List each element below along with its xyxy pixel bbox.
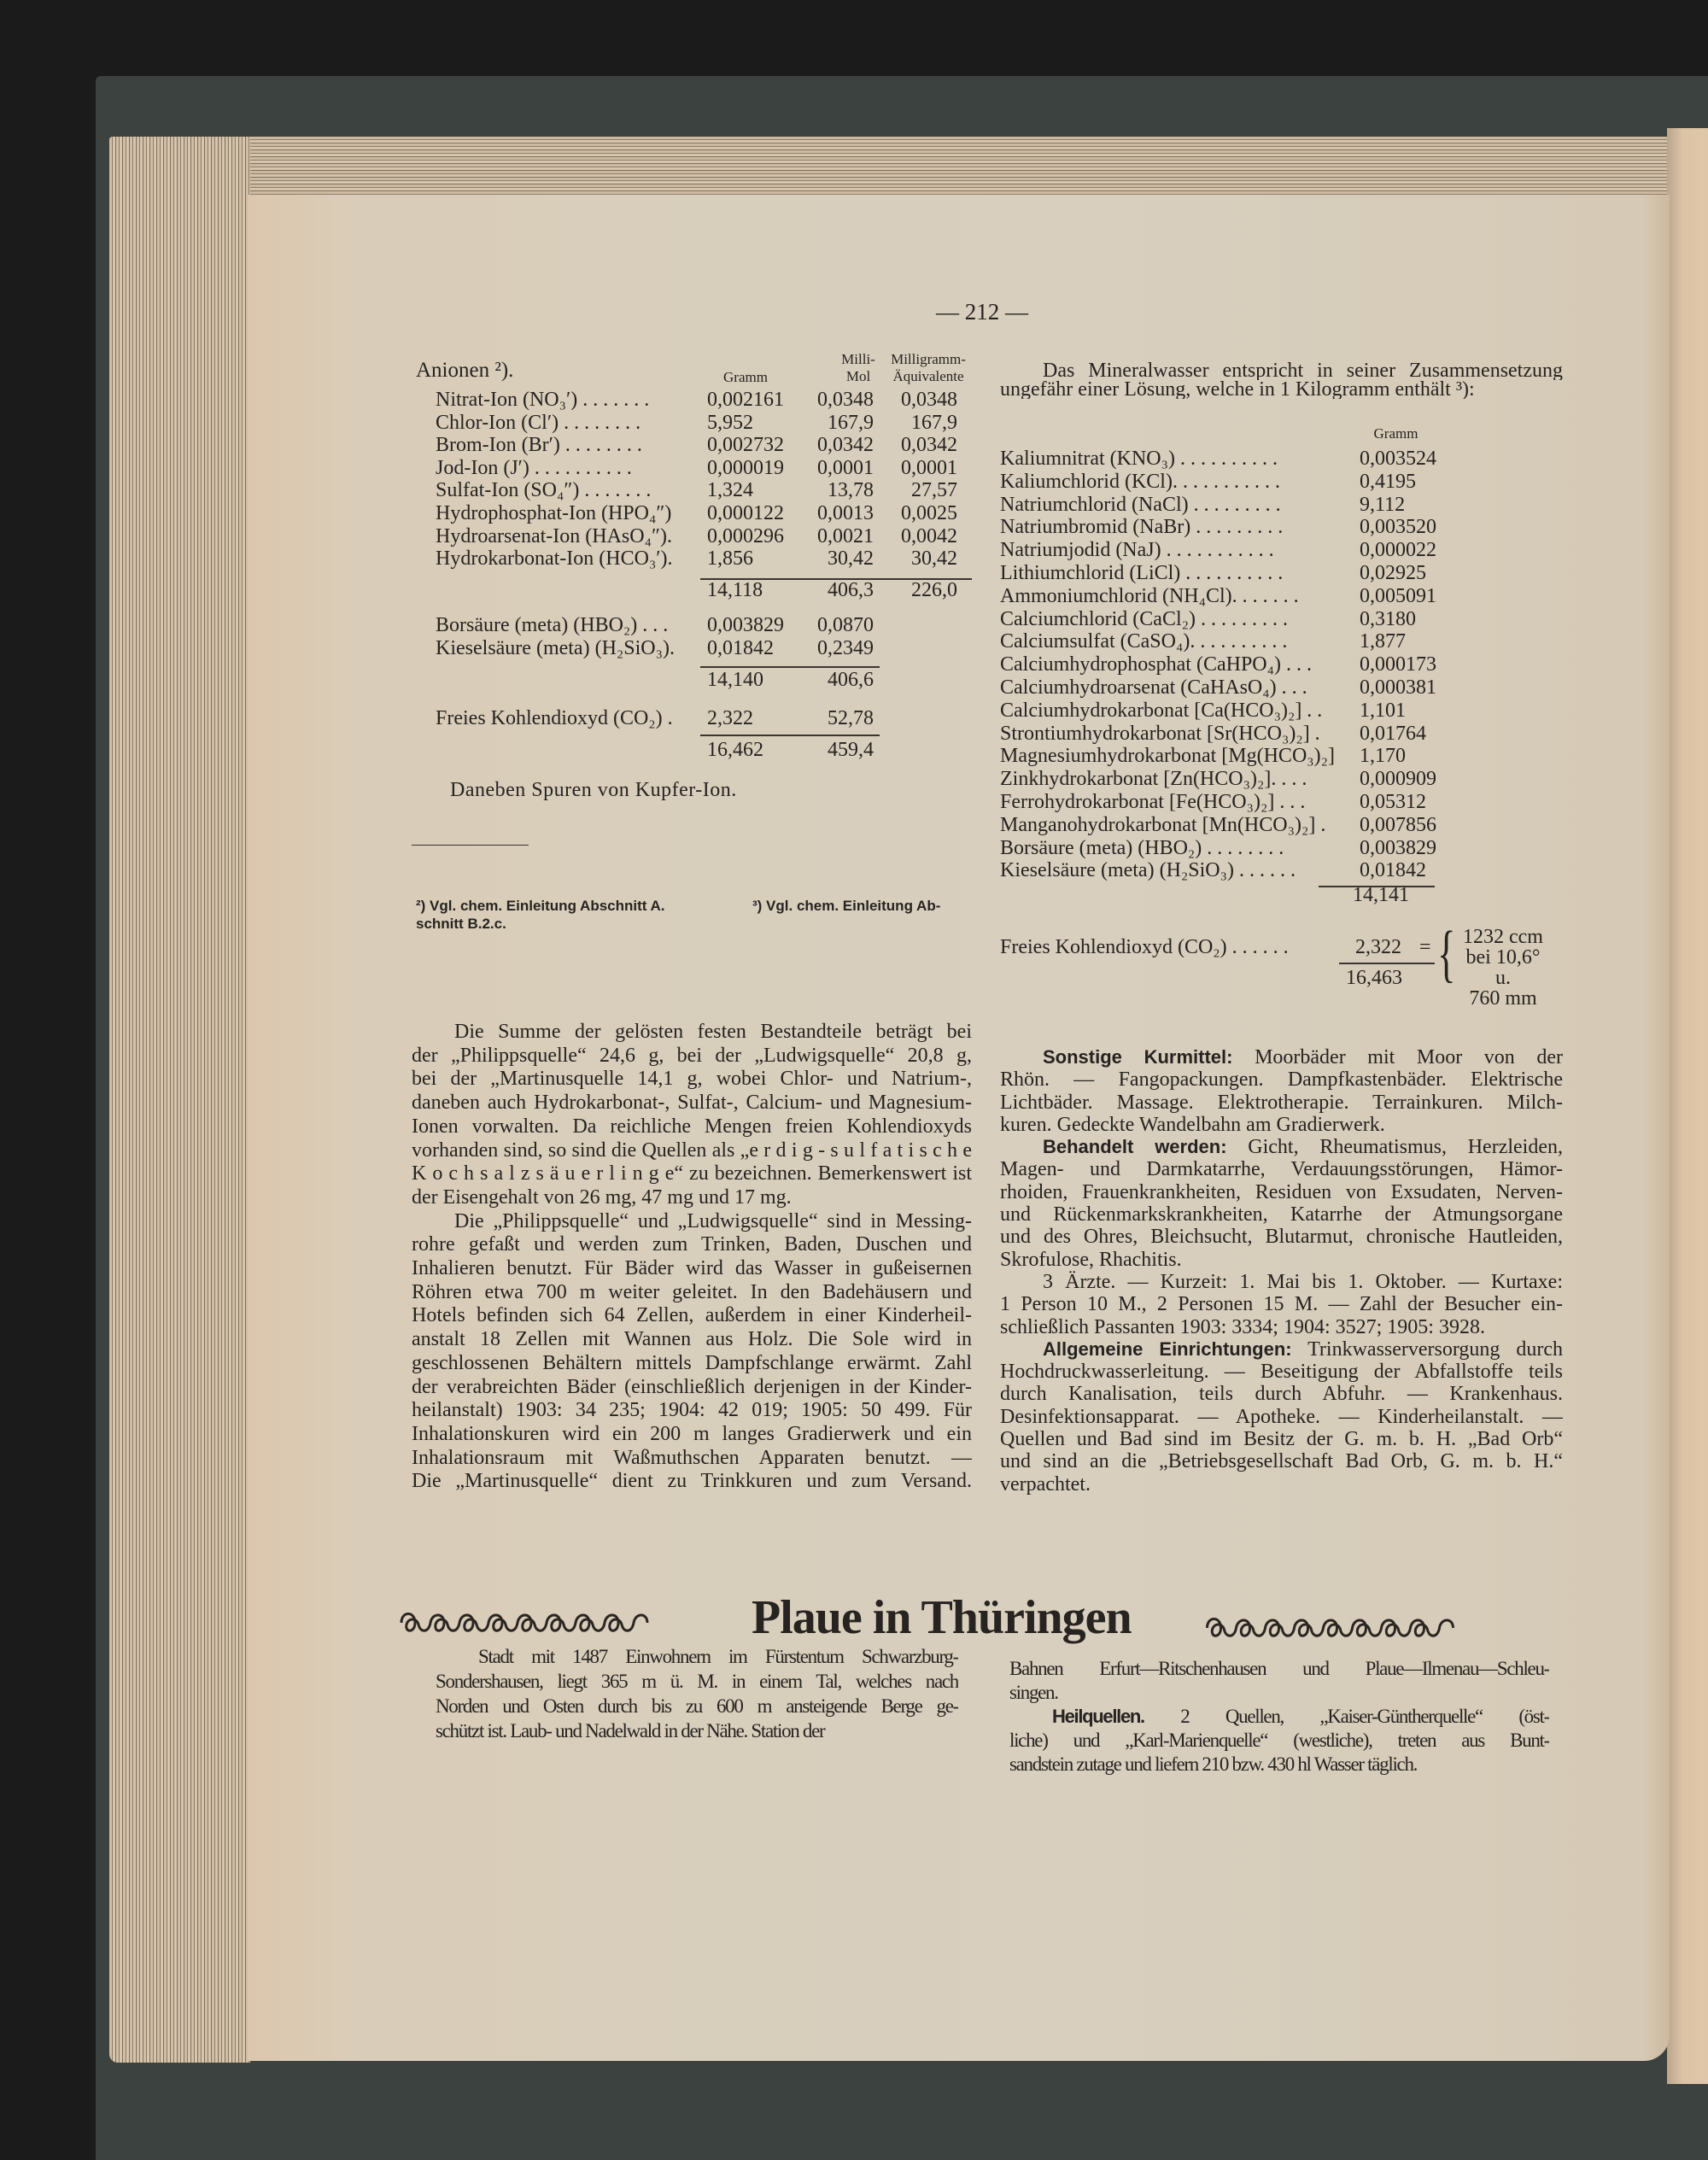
text-line	[1009, 1657, 1549, 1681]
cell-name: Nitrat-Ion (NO₃′) . . . . . . .	[436, 389, 650, 411]
text-line	[1000, 1068, 1563, 1091]
table-row	[1000, 539, 1478, 562]
line-text: 1 Person 10 M., 2 Personen 15 M. — Zahl der Besucher ein-	[1000, 1293, 1563, 1316]
table-row	[436, 389, 957, 412]
text-line	[1000, 1203, 1563, 1226]
table-row	[436, 457, 957, 480]
section-right-text	[1009, 1657, 1549, 1777]
text-line	[1000, 1361, 1563, 1383]
anionen-table	[436, 389, 957, 571]
table-row	[1000, 562, 1478, 585]
line-text: Röhren etwa 700 m weiter geleitet. In den Badehäusern und	[412, 1280, 972, 1303]
line-text: durch Kanalisation, teils durch Abfuhr. — Krankenhaus.	[1000, 1383, 1563, 1406]
text-line	[412, 1281, 972, 1305]
text-line	[1000, 1092, 1563, 1114]
line-text: Die „Philippsquelle“ und „Ludwigsquelle“ sind in Messing-	[454, 1209, 972, 1232]
line-text: Das Mineralwasser entspricht in seiner Zusammensetzung	[1043, 361, 1563, 380]
line-text: Ionen vorwalten. Da reichliche Mengen freien Kohlendioxyds	[412, 1115, 972, 1138]
table-row	[1000, 471, 1478, 494]
text-line	[1000, 1428, 1563, 1450]
row-millimol: 52,78	[828, 707, 874, 729]
cell-gramm: 1,101	[1360, 699, 1406, 722]
sum-rule	[700, 666, 880, 668]
solution-co2-row	[1000, 936, 1401, 959]
footnote-3-continued: schnitt B.2.c.	[416, 916, 506, 932]
solution-sum: 14,141	[1353, 884, 1409, 906]
cell-gramm: 0,01764	[1360, 722, 1426, 745]
text-line	[1000, 1158, 1563, 1180]
solution-total: 16,463	[1346, 967, 1402, 989]
bold-lead-in: Allgemeine Einrichtungen:	[1043, 1338, 1292, 1360]
header-gramm: Gramm	[1373, 425, 1418, 442]
cell-name: Chlor-Ion (Cl′) . . . . . . . .	[436, 411, 641, 434]
cell-name: Calciumsulfat (CaSO₄). . . . . . . . . .	[1000, 630, 1288, 653]
text-line	[1000, 1316, 1563, 1338]
cell-name: Borsäure (meta) (HBO₂) . . .	[436, 614, 669, 636]
acids-table	[436, 614, 874, 659]
text-line	[412, 1162, 972, 1186]
cell-m: 0,0348	[817, 389, 874, 411]
line-text: vorhanden sind, so sind die Quellen als „e r d i g - s u l f a t i s c h e	[412, 1139, 972, 1162]
line-text: bei der „Martinusquelle 14,1 g, wobei Chlor- und Natrium-,	[412, 1068, 972, 1091]
cell-gramm: 0,000022	[1360, 539, 1436, 562]
cell-m: 167,9	[828, 411, 874, 434]
cell-name: Zinkhydrokarbonat [Zn(HCO₃)₂]. . . .	[1000, 768, 1307, 791]
line-text: 2 Quellen, „Kaiser-Güntherquelle“ (öst-	[1144, 1706, 1549, 1727]
cell-name: Manganohydrokarbonat [Mn(HCO₃)₂] .	[1000, 813, 1326, 836]
line-text: sandstein zutage und liefern 210 bzw. 430 hl Wasser täglich.	[1009, 1753, 1418, 1775]
line-text: schließlich Passanten 1903: 3334; 1904: 3527; 1905: 3928.	[1000, 1315, 1485, 1338]
line-text: Hotels befinden sich 64 Zellen, außerdem in einer Kinderheil-	[412, 1304, 972, 1327]
bold-lead-in: Heilquellen.	[1052, 1706, 1144, 1727]
right-body-text	[1000, 1046, 1563, 1496]
text-line	[412, 1376, 972, 1400]
cell-g: 0,000122	[707, 501, 784, 524]
line-text: rohre gefaßt und werden zum Trinken, Baden, Duschen und	[412, 1233, 972, 1256]
cell-m: 13,78	[828, 479, 874, 502]
cell-a: 27,57	[911, 479, 957, 502]
cell-gramm: 0,01842	[1360, 859, 1426, 882]
cell-gramm: 0,02925	[1360, 561, 1426, 584]
cell-g: 0,01842	[707, 636, 774, 659]
cell-a: 0,0001	[901, 456, 957, 479]
cell-m: 0,0021	[817, 524, 874, 547]
page-number: — 212 —	[936, 299, 1028, 325]
text-line	[412, 1210, 972, 1234]
cell-name: Ferrohydrokarbonat [Fe(HCO₃)₂] . . .	[1000, 790, 1306, 813]
text-line	[1000, 1271, 1563, 1293]
header-millimol: Milli- Mol	[841, 351, 875, 384]
text-line	[412, 1068, 972, 1092]
cell-gramm: 1,170	[1360, 745, 1406, 768]
line-text: singen.	[1009, 1682, 1058, 1703]
row-name: Freies Kohlendioxyd (CO₂) .	[436, 707, 673, 729]
acids-sum-row	[436, 669, 874, 692]
line-text: Quellen und Bad sind im Besitz der G. m. b. H. „Bad Orb“	[1000, 1428, 1563, 1451]
text-line	[1000, 1226, 1563, 1248]
table-row	[1000, 768, 1478, 791]
sum-aequivalente: 226,0	[911, 579, 957, 601]
line-text: schützt ist. Laub- und Nadelwald in der Nähe. Station der	[436, 1720, 825, 1741]
table-row	[436, 637, 874, 660]
anionen-sum-row	[436, 579, 957, 602]
cell-name: Calciumchlorid (CaCl₂) . . . . . . . . .	[1000, 607, 1288, 630]
text-line	[1000, 1383, 1563, 1405]
cell-m: 0,0870	[817, 614, 874, 636]
line-text: Hochdruckwasserleitung. — Beseitigung der Abfallstoffe teils	[1000, 1361, 1563, 1384]
cell-m: 0,0001	[817, 456, 874, 479]
left-body-text	[412, 1021, 972, 1494]
cell-name: Kaliumchlorid (KCl). . . . . . . . . . .	[1000, 470, 1280, 493]
text-line	[412, 1233, 972, 1257]
table-row	[436, 479, 957, 502]
table-row	[1000, 630, 1478, 653]
line-text: geschlossenen Behältern mittels Dampfschlange erwärmt. Zahl	[412, 1351, 972, 1374]
text-line	[1000, 1450, 1563, 1472]
cell-name: Lithiumchlorid (LiCl) . . . . . . . . . .	[1000, 561, 1284, 584]
line-text: 3 Ärzte. — Kurzeit: 1. Mai bis 1. Oktober. — Kurtaxe:	[1043, 1270, 1563, 1293]
line-text: anstalt 18 Zellen mit Wannen aus Holz. Die Sole wird in	[412, 1328, 972, 1351]
line-text: Skrofulose, Rhachitis.	[1000, 1248, 1182, 1271]
text-line	[1009, 1753, 1549, 1777]
text-line	[1000, 1046, 1563, 1068]
sum-millimol: 459,4	[828, 739, 874, 761]
cell-name: Hydrokarbonat-Ion (HCO₃′).	[436, 547, 673, 571]
table-row	[1000, 676, 1478, 700]
line-text: Moorbäder mit Moor von der	[1232, 1046, 1563, 1068]
cell-name: Kieselsäure (meta) (H₂SiO₃).	[436, 636, 675, 659]
cell-gramm: 1,877	[1360, 630, 1406, 653]
table-row	[436, 502, 957, 525]
cell-name: Ammoniumchlorid (NH₄Cl). . . . . . .	[1000, 584, 1299, 607]
footnote-3: ³) Vgl. chem. Einleitung Ab-	[752, 898, 941, 914]
cell-m: 30,42	[828, 547, 874, 571]
header-gramm: Gramm	[723, 369, 768, 385]
line-text: Inhalationsraum mit Waßmuthschen Apparaten benutzt. —	[412, 1446, 972, 1469]
cell-name: Brom-Ion (Br′) . . . . . . . .	[436, 434, 642, 457]
line-text: heilanstalt) 1903: 34 235; 1904: 42 019; 1905: 50 499. Für	[412, 1399, 972, 1422]
table-row	[1000, 653, 1478, 676]
sum-gramm: 14,140	[707, 669, 763, 691]
cell-g: 1,856	[707, 547, 753, 571]
trace-note: Daneben Spuren von Kupfer-Ion.	[450, 779, 737, 801]
text-line	[412, 1045, 972, 1068]
page-stack-top-edge	[109, 137, 1708, 198]
text-line	[436, 1694, 958, 1718]
cell-gramm: 0,003524	[1360, 448, 1436, 470]
sum-rule	[1339, 963, 1435, 964]
cell-gramm: 0,05312	[1360, 790, 1426, 813]
text-line	[436, 1669, 958, 1694]
text-line	[1000, 1338, 1563, 1361]
cell-gramm: 0,3180	[1360, 607, 1416, 630]
cell-gramm: 0,4195	[1360, 470, 1416, 493]
table-row	[436, 412, 957, 435]
header-aequivalente: Milligramm- Äquivalente	[891, 351, 966, 384]
line-text: Magen- und Darmkatarrhe, Verdauungsstörungen, Hämor-	[1000, 1158, 1563, 1181]
text-line	[1000, 1249, 1563, 1271]
table-row	[1000, 585, 1478, 608]
line-text: rhoiden, Frauenkrankheiten, Residuen von Exsudaten, Nerven-	[1000, 1180, 1563, 1203]
text-line	[1000, 1114, 1563, 1136]
table-row	[436, 547, 957, 571]
text-line	[412, 1139, 972, 1163]
facing-page-edge	[1667, 128, 1708, 2084]
bold-lead-in: Behandelt werden:	[1043, 1136, 1227, 1158]
cell-name: Calciumhydrophosphat (CaHPO₄) . . .	[1000, 653, 1312, 676]
line-text: daneben auch Hydrokarbonat-, Sulfat-, Calcium- und Magnesium-	[412, 1092, 972, 1115]
cell-a: 167,9	[911, 411, 957, 434]
line-text: Desinfektionsapparat. — Apotheke. — Kinderheilanstalt. —	[1000, 1405, 1563, 1428]
cell-a: 0,0025	[901, 501, 957, 524]
line-text: verpachtet.	[1000, 1472, 1091, 1496]
solution-intro	[1000, 361, 1563, 399]
cell-a: 0,0042	[901, 524, 957, 547]
table-row	[1000, 745, 1478, 768]
text-line	[1000, 1136, 1563, 1158]
section-title: Plaue in Thüringen	[752, 1591, 1132, 1644]
line-text: Rhön. — Fangopackungen. Dampfkastenbäder. Elektrische	[1000, 1068, 1563, 1092]
cell-name: Natriumbromid (NaBr) . . . . . . . . .	[1000, 516, 1284, 539]
table-row	[1000, 700, 1478, 723]
cell-gramm: 0,003829	[1360, 836, 1436, 859]
cell-name: Kaliumnitrat (KNO₃) . . . . . . . . . .	[1000, 448, 1278, 470]
text-line	[412, 1352, 972, 1376]
table-row	[1000, 837, 1478, 860]
cell-m: 0,2349	[817, 636, 874, 659]
text-line	[1000, 1293, 1563, 1315]
text-line	[412, 1423, 972, 1447]
bold-lead-in: Sonstige Kurmittel:	[1043, 1046, 1233, 1068]
text-line	[1000, 380, 1563, 399]
text-line	[412, 1092, 972, 1115]
cell-gramm: 0,003520	[1360, 516, 1436, 539]
sum-rule	[700, 735, 880, 736]
row-gramm: 2,322	[707, 707, 753, 729]
co2-row	[436, 707, 874, 730]
cell-name: Natriumchlorid (NaCl) . . . . . . . . .	[1000, 493, 1281, 516]
text-line	[436, 1718, 958, 1743]
table-row	[1000, 516, 1478, 539]
table-row	[1000, 859, 1478, 882]
brace: {	[1437, 919, 1456, 989]
cell-a: 30,42	[911, 547, 957, 571]
cell-m: 0,0342	[817, 434, 874, 457]
solution-table	[1000, 448, 1478, 882]
line-text: und sind an die „Betriebsgesellschaft Bad Orb, G. m. b. H.“	[1000, 1450, 1563, 1473]
line-text: Die „Martinusquelle“ dient zu Trinkkuren und zum Versand.	[412, 1470, 972, 1493]
text-line	[1009, 1681, 1549, 1705]
cell-a: 0,0342	[901, 434, 957, 457]
line-text: Bahnen Erfurt—Ritschenhausen und Plaue—Ilmenau—Schleu-	[1009, 1658, 1549, 1679]
cell-name: Kieselsäure (meta) (H₂SiO₃) . . . . . .	[1000, 859, 1296, 882]
footnote-2: ²) Vgl. chem. Einleitung Abschnitt A.	[416, 898, 665, 914]
text-line	[412, 1257, 972, 1281]
cell-name: Jod-Ion (J′) . . . . . . . . . .	[436, 456, 632, 479]
sum-millimol: 406,3	[828, 579, 874, 601]
line-text: Gicht, Rheumatismus, Herzleiden,	[1226, 1136, 1563, 1159]
wave-ornament-icon	[1202, 1609, 1549, 1643]
table-row	[1000, 608, 1478, 631]
text-line	[1009, 1705, 1549, 1729]
text-line	[412, 1115, 972, 1139]
line-text: und des Ohres, Bleichsucht, Blutarmut, chronische Hautleiden,	[1000, 1226, 1563, 1249]
cell-name: Calciumhydroarsenat (CaHAsO₄) . . .	[1000, 676, 1307, 699]
volume-line: bei 10,6° u.	[1465, 946, 1541, 989]
line-text: K o c h s a l z s ä u e r l i n g e“ zu bezeichnen. Bemerkenswert ist	[412, 1162, 972, 1185]
text-line	[412, 1447, 972, 1471]
cell-name: Hydrophosphat-Ion (HPO₄″)	[436, 501, 672, 524]
cell-g: 5,952	[707, 411, 753, 434]
cell-gramm: 0,007856	[1360, 813, 1436, 836]
table-row	[436, 525, 957, 548]
line-text: ungefähr einer Lösung, welche in 1 Kilogramm enthält ³):	[1000, 380, 1475, 399]
equals-sign: =	[1419, 936, 1431, 958]
text-line	[412, 1328, 972, 1352]
page-stack-left-edge	[109, 137, 250, 2063]
footnote-rule	[412, 845, 529, 846]
sum-millimol: 406,6	[828, 669, 874, 691]
line-text: liche) und „Karl-Marienquelle“ (westliche), treten aus Bunt-	[1009, 1730, 1549, 1751]
cell-g: 0,003829	[707, 614, 784, 636]
co2-volume	[1457, 927, 1549, 1009]
table-row	[1000, 494, 1478, 517]
anionen-title: Anionen ²).	[416, 359, 514, 382]
text-line	[412, 1021, 972, 1045]
cell-g: 1,324	[707, 479, 753, 502]
text-line	[412, 1304, 972, 1328]
cell-name: Borsäure (meta) (HBO₂) . . . . . . . .	[1000, 836, 1284, 859]
text-line	[1000, 1181, 1563, 1203]
section-left-text	[436, 1644, 958, 1743]
cell-m: 0,0013	[817, 501, 874, 524]
cell-name: Natriumjodid (NaJ) . . . . . . . . . . .	[1000, 539, 1274, 562]
cell-gramm: 0,000173	[1360, 653, 1436, 676]
cell-g: 0,002161	[707, 389, 784, 411]
cell-gramm: 0,005091	[1360, 584, 1436, 607]
text-line	[412, 1186, 972, 1210]
line-text: Sondershausen, liegt 365 m ü. M. in einem Tal, welches nach	[436, 1671, 958, 1692]
cell-name: Calciumhydrokarbonat [Ca(HCO₃)₂] . .	[1000, 699, 1323, 722]
volume-line: 760 mm	[1469, 987, 1537, 1010]
line-text: Trinkwasserversorgung durch	[1291, 1338, 1563, 1361]
text-line	[1000, 1406, 1563, 1428]
volume-line: 1232 ccm	[1463, 926, 1543, 948]
text-line	[1009, 1729, 1549, 1753]
table-row	[436, 434, 957, 457]
line-text: Lichtbäder. Massage. Elektrotherapie. Terrainkuren. Milch-	[1000, 1091, 1563, 1114]
text-line	[436, 1644, 958, 1669]
table-row	[436, 614, 874, 637]
cell-g: 0,000296	[707, 524, 784, 547]
line-text: Die Summe der gelösten festen Bestandteile beträgt bei	[454, 1021, 972, 1043]
line-text: der Eisengehalt von 26 mg, 47 mg und 17 mg.	[412, 1185, 792, 1209]
text-line	[412, 1470, 972, 1494]
cell-g: 0,000019	[707, 456, 784, 479]
line-text: Stadt mit 1487 Einwohnern im Fürstentum Schwarzburg-	[478, 1646, 958, 1667]
sum-gramm: 16,462	[707, 739, 763, 761]
line-text: Inhalationskuren wird ein 200 m langes Gradierwerk und ein	[412, 1422, 972, 1445]
table-row	[1000, 814, 1478, 837]
text-line	[412, 1399, 972, 1423]
table-row	[1000, 448, 1478, 471]
row-name: Freies Kohlendioxyd (CO₂) . . . . . .	[1000, 936, 1289, 958]
wave-ornament-icon	[398, 1604, 741, 1638]
line-text: Norden und Osten durch bis zu 600 m ansteigende Berge ge-	[436, 1695, 958, 1717]
sum-gramm: 14,118	[707, 579, 763, 601]
line-text: Inhalieren benutzt. Für Bäder wird das Wasser in gußeisernen	[412, 1257, 972, 1280]
total-sum-row	[436, 739, 874, 762]
line-text: kuren. Gedeckte Wandelbahn am Gradierwerk.	[1000, 1113, 1385, 1136]
line-text: der verabreichten Bäder (einschließlich derjenigen in der Kinder-	[412, 1375, 972, 1398]
cell-gramm: 9,112	[1360, 493, 1406, 516]
cell-name: Hydroarsenat-Ion (HAsO₄″).	[436, 524, 672, 547]
table-row	[1000, 791, 1478, 814]
cell-name: Strontiumhydrokarbonat [Sr(HCO₃)₂] .	[1000, 722, 1320, 745]
text-line	[1000, 1473, 1563, 1496]
text-line	[1000, 361, 1563, 380]
cell-a: 0,0348	[901, 389, 957, 411]
cell-name: Magnesiumhydrokarbonat [Mg(HCO₃)₂]	[1000, 745, 1335, 768]
cell-name: Sulfat-Ion (SO₄″) . . . . . . .	[436, 479, 652, 502]
row-gramm: 2,322	[1355, 936, 1401, 958]
line-text: und Rückenmarkskrankheiten, Katarrhe der Atmungsorgane	[1000, 1203, 1563, 1226]
table-row	[1000, 723, 1478, 746]
cell-g: 0,002732	[707, 434, 784, 457]
line-text: der „Philippsquelle“ 24,6 g, bei der „Ludwigsquelle“ 20,8 g,	[412, 1044, 972, 1067]
cell-gramm: 0,000909	[1360, 768, 1436, 791]
cell-gramm: 0,000381	[1360, 676, 1436, 699]
